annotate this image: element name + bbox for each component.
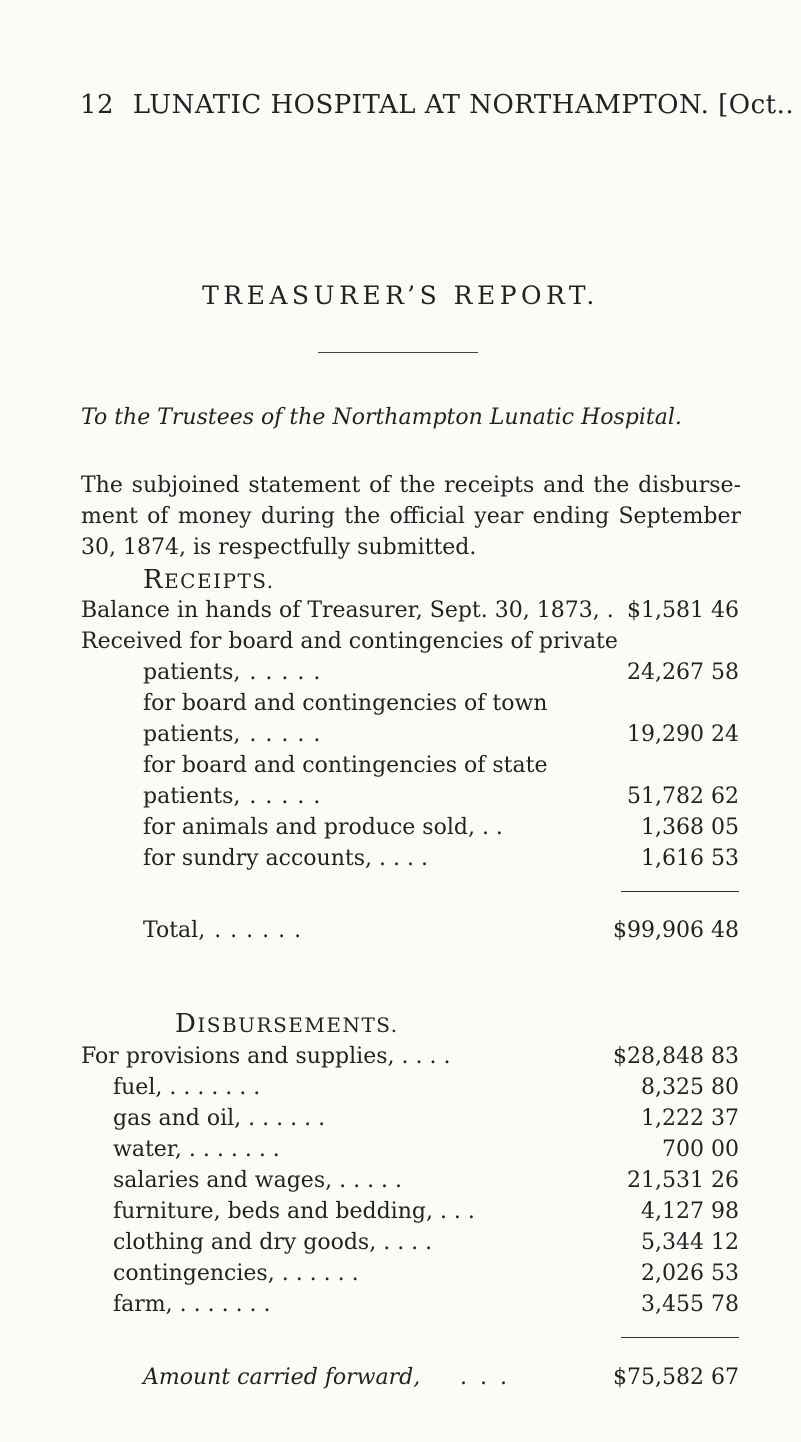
receipt-label: patients, . . . . . [143, 784, 321, 809]
receipts-heading [143, 565, 275, 595]
total-amount: $99,906 48 [613, 918, 739, 943]
disbursement-amount: 2,026 53 [641, 1261, 739, 1286]
disbursement-label: water, . . . . . . . [113, 1137, 280, 1162]
title-rule [318, 352, 478, 353]
carried-forward-amount: $75,582 67 [613, 1365, 739, 1390]
running-title: LUNATIC HOSPITAL AT NORTHAMPTON. [132, 90, 710, 120]
receipt-amount: 51,782 62 [627, 784, 739, 809]
receipt-label: patients, . . . . . [143, 660, 321, 685]
disbursement-label: furniture, beds and bedding, . . . [113, 1199, 475, 1224]
date-ref: [Oct.. [718, 90, 795, 120]
receipts-heading-rest: ECEIPTS. [164, 569, 275, 593]
disbursement-label: gas and oil, . . . . . . [113, 1106, 326, 1131]
subtotal-rule [621, 891, 739, 892]
receipt-label: for board and contingencies of state [143, 753, 548, 778]
page-number: 12 [80, 90, 115, 120]
disbursements-heading [175, 1009, 399, 1039]
receipt-amount: 1,368 05 [641, 815, 739, 840]
disbursement-label: contingencies, . . . . . . [113, 1261, 359, 1286]
receipt-amount: 1,616 53 [641, 846, 739, 871]
disbursement-label: For provisions and supplies, . . . . [81, 1044, 451, 1069]
disbursement-label: fuel, . . . . . . . [113, 1075, 261, 1100]
disbursement-amount: 1,222 37 [641, 1106, 739, 1131]
disbursement-amount: 3,455 78 [641, 1292, 739, 1317]
disbursements-heading-initial: D [175, 1009, 198, 1039]
receipt-label: for board and contingencies of town [143, 691, 548, 716]
receipt-amount: 24,267 58 [627, 660, 739, 685]
disbursement-amount: 700 00 [662, 1137, 739, 1162]
disbursement-amount: 8,325 80 [641, 1075, 739, 1100]
receipt-label: for animals and produce sold, . . [143, 815, 503, 840]
disbursement-label: salaries and wages, . . . . . [113, 1168, 403, 1193]
salutation: To the Trustees of the Northampton Lunatic Hospital. [81, 405, 682, 430]
carried-forward-dots: . . . [460, 1365, 507, 1390]
intro-paragraph [81, 470, 741, 563]
carried-rule [621, 1337, 739, 1338]
receipt-amount: 19,290 24 [627, 722, 739, 747]
disbursement-amount: $28,848 83 [613, 1044, 739, 1069]
carried-forward-label: Amount carried forward, [143, 1365, 421, 1390]
total-label: Total, . . . . . . [143, 918, 302, 943]
intro-line: The subjoined statement of the receipts and the disburse- [81, 473, 741, 498]
receipts-heading-initial: R [143, 565, 165, 595]
intro-line: ment of money during the official year ending September [81, 504, 741, 529]
running-header [80, 90, 794, 120]
receipt-label: Received for board and contingencies of private [81, 629, 618, 654]
disbursement-amount: 4,127 98 [641, 1199, 739, 1224]
receipt-label: patients, . . . . . [143, 722, 321, 747]
disbursement-amount: 21,531 26 [627, 1168, 739, 1193]
disbursement-label: clothing and dry goods, . . . . [113, 1230, 433, 1255]
disbursement-amount: 5,344 12 [641, 1230, 739, 1255]
receipt-label: for sundry accounts, . . . . [143, 846, 428, 871]
disbursement-label: farm, . . . . . . . [113, 1292, 271, 1317]
page-title: TREASURER’S REPORT. [202, 281, 599, 310]
receipt-amount: $1,581 46 [627, 598, 739, 623]
disbursements-heading-rest: ISBURSEMENTS. [197, 1013, 399, 1037]
receipt-label: Balance in hands of Treasurer, Sept. 30, 1873, . [81, 598, 614, 623]
intro-line: 30, 1874, is respectfully submitted. [81, 535, 477, 560]
